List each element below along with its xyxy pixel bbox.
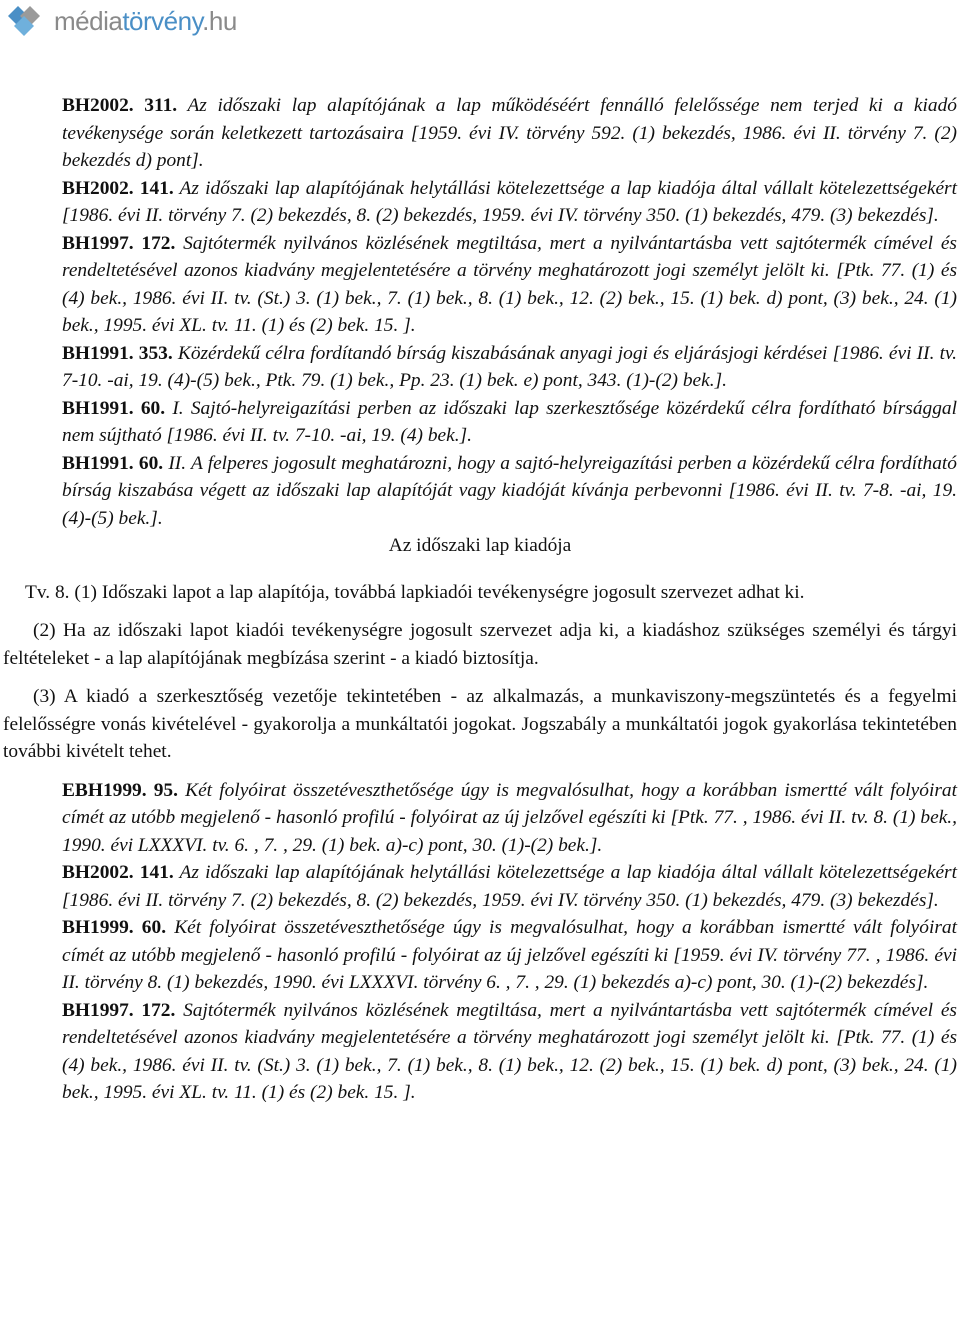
case-entry [62,997,957,1107]
case-entry [62,395,957,450]
site-logo[interactable] [6,4,237,38]
logo-wordmark: médiatörvény.hu [54,5,237,36]
case-reference: BH2002. 141. [62,862,174,883]
case-summary: Két folyóirat összetéveszthetősége úgy is megvalósulhat, hogy a korábban ismertté vált folyóirat címét az utóbb megjelenő - hasonló profilú - folyóirat az új jelzővel egészíti ki [Ptk. 77. , 1986. évi II. tv. 8. (1) bek., 1990. évi LXXXVI. tv. 6. , 7. , 29. (1) bek. a)-c) pont, 30. (1)-(2) bek.]. [62,779,957,856]
law-paragraph: (2) Ha az időszaki lapot kiadói tevékenységre jogosult szervezet adja ki, a kiadáshoz szükséges személyi és tárgyi feltételeket - a lap alapítójának megbízása szerint - a kiadó biztosítja. [3,620,957,669]
case-reference: BH1991. 60. [62,452,164,474]
case-summary: I. Sajtó-helyreigazítási perben az időszaki lap szerkesztősége közérdekű célra fordítható bírsággal nem sújtható [1986. évi II. tv. 7-10. -ai, 19. (4) bek.]. [62,397,957,446]
diamond-logo-icon [6,4,50,38]
case-summary: Az időszaki lap alapítójának a lap működéséért fennálló felelőssége nem terjed ki a kiadó tevékenysége során keletkezett tartozásaira [1959. évi IV. törvény 592. (1) bekezdés, 1986. évi II. törvény 7. (2) bekezdés d) pont]. [62,95,957,171]
section-heading: Az időszaki lap kiadója [388,535,572,556]
case-entry [62,859,957,914]
case-entry [62,230,957,340]
case-reference: BH1997. 172. [62,999,176,1021]
case-reference: BH1999. 60. [62,917,167,938]
case-entry [62,914,957,997]
case-summary: II. A felperes jogosult meghatározni, hogy a sajtó-helyreigazítási perben a közérdekű célra fordítható bírság kiszabása végett az időszaki lap alapítóját vagy kiadóját kívánja perbevonni [1986. évi II. tv. 7-8. -ai, 19. (4)-(5) bek.]. [62,452,957,529]
case-summary: Két folyóirat összetéveszthetősége úgy is megvalósulhat, hogy a korábban ismertté vált folyóirat címét az utóbb megjelenő - hasonló profilú - folyóirat az új jelzővel egészíti ki [1959. évi IV. törvény 77. , 1986. évi II. törvény 8. (1) bekezdés, 1990. évi LXXXVI. törvény 6. , 7. , 29. (1) bekezdés a)-c) pont, 30. (1)-(2) bekezdés]. [62,917,957,993]
law-paragraph: Tv. 8. (1) Időszaki lapot a lap alapítója, továbbá lapkiadói tevékenységre jogosult szervezet adhat ki. [25,581,805,603]
case-reference: BH1991. 60. [62,397,166,419]
case-summary: Közérdekű célra fordítandó bírság kiszabásának anyagi jogi és eljárásjogi kérdései [1986. évi II. tv. 7-10. -ai, 19. (4)-(5) bek., Ptk. 79. (1) bek., Pp. 23. (1) bek. e) pont, 343. (1)-(2) bek.]. [62,342,957,391]
case-entry [62,92,957,175]
case-summary: Az időszaki lap alapítójának helytállási kötelezettsége a lap kiadója által vállalt kötelezettségekért [1986. évi II. törvény 7. (2) bekezdés, 8. (2) bekezdés, 1959. évi IV. törvény 350. (1) bekezdés, 479. (3) bekezdés]. [62,177,957,226]
case-reference: EBH1999. 95. [62,779,178,801]
case-reference: BH1991. 353. [62,342,173,364]
law-paragraph: (3) A kiadó a szerkesztőség vezetője tekintetében - az alkalmazás, a munkaviszony-megszüntetés és a fegyelmi felelősségre vonás kivételével - gyakorolja a munkáltatói jogokat. Jogszabály a munkáltatói jogok gyakorlása tekintetében további kivételt tehet. [3,686,957,762]
case-reference: BH2002. 311. [62,95,178,116]
case-reference: BH1997. 172. [62,232,176,254]
case-entry [62,340,957,395]
case-entry [62,777,957,860]
case-summary: Sajtótermék nyilvános közlésének megtiltása, mert a nyilvántartásba vett sajtótermék címével és rendeltetésével azonos kiadvány megjelentetésére a törvény meghatározott jogi személyt jelölt ki. [Ptk. 77. (1) és (4) bek., 1986. évi II. tv. (St.) 3. (1) bek., 7. (1) bek., 8. (1) bek., 12. (2) bek., 15. (1) bek. d) pont, (3) bek., 24. (1) bek., 1995. évi XL. tv. 11. (1) és (2) bek. 15. ]. [62,999,957,1103]
case-entry [62,450,957,533]
document-body [0,92,960,1107]
case-entry [62,175,957,230]
case-summary: Sajtótermék nyilvános közlésének megtiltása, mert a nyilvántartásba vett sajtótermék címével és rendeltetésével azonos kiadvány megjelentetésére a törvény meghatározott jogi személyt jelölt ki. [Ptk. 77. (1) és (4) bek., 1986. évi II. tv. (St.) 3. (1) bek., 7. (1) bek., 8. (1) bek., 12. (2) bek., 15. (1) bek. d) pont, (3) bek., 24. (1) bek., 1995. évi XL. tv. 11. (1) és (2) bek. 15. ]. [62,232,957,336]
case-summary: Az időszaki lap alapítójának helytállási kötelezettsége a lap kiadója által vállalt kötelezettségekért [1986. évi II. törvény 7. (2) bekezdés, 8. (2) bekezdés, 1959. évi IV. törvény 350. (1) bekezdés, 479. (3) bekezdés]. [62,862,957,911]
case-reference: BH2002. 141. [62,177,174,199]
